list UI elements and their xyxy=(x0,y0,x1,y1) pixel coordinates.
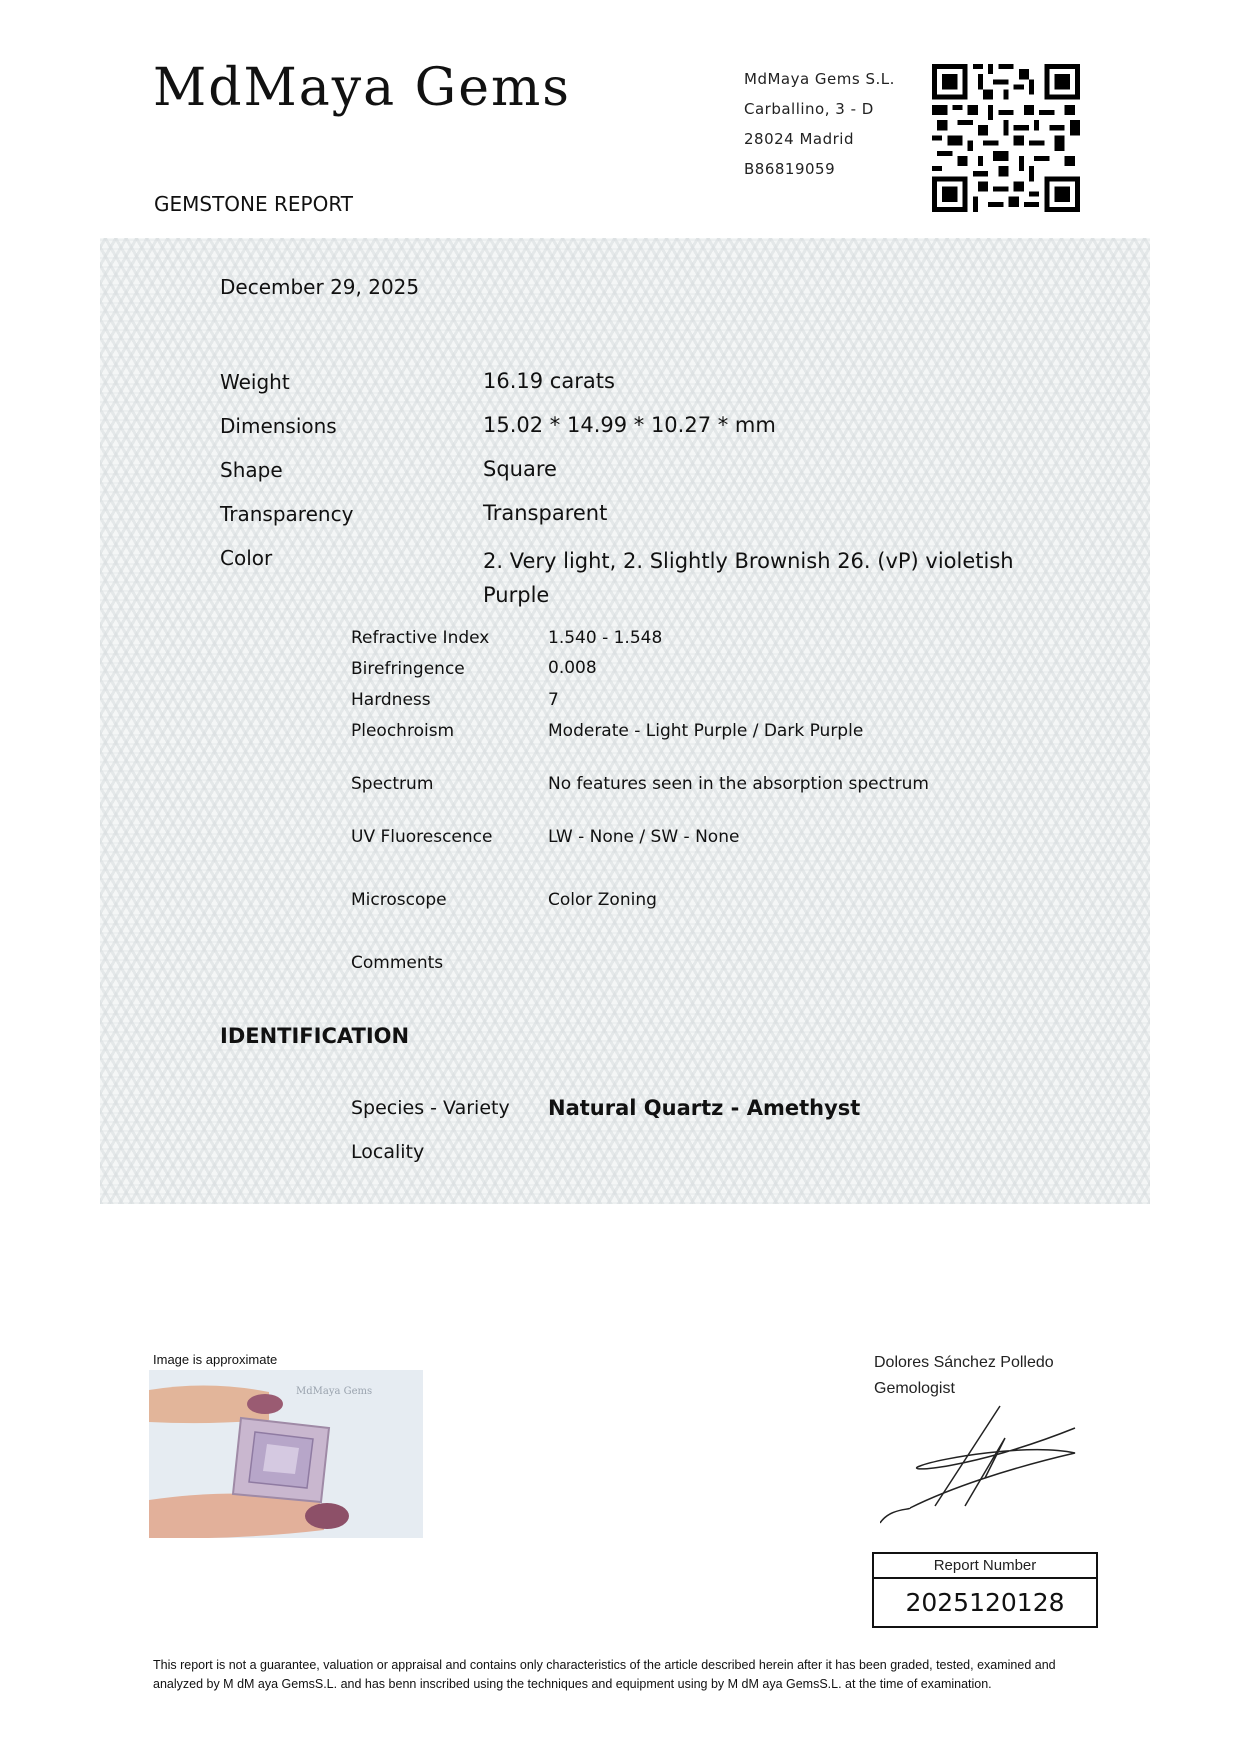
species-variety-label: Species - Variety xyxy=(351,1097,510,1119)
spectrum-value: No features seen in the absorption spectrum xyxy=(548,774,929,794)
report-number-label: Report Number xyxy=(874,1554,1096,1579)
brand-logo: MdMaya Gems xyxy=(153,58,571,118)
disclaimer-text: This report is not a guarantee, valuation or appraisal and contains only characteristics of the article described herein after it has been graded, tested, examined and analyzed by M dM aya GemsS.L. and has benn inscribed using the techniques and equipment using by M dM aya GemsS.L. at the time of examination. xyxy=(153,1658,1056,1691)
weight-label: Weight xyxy=(220,370,290,394)
weight-value: 16.19 carats xyxy=(483,369,615,393)
transparency-label: Transparency xyxy=(220,502,354,526)
qr-code-icon xyxy=(930,64,1082,212)
hardness-value: 7 xyxy=(548,690,559,710)
gemologist-name: Dolores Sánchez Polledo xyxy=(874,1354,1054,1371)
uv-fluorescence-label: UV Fluorescence xyxy=(351,827,493,847)
report-number-box xyxy=(872,1552,1098,1628)
refractive-index-label: Refractive Index xyxy=(351,628,490,648)
shape-label: Shape xyxy=(220,458,283,482)
report-title: GEMSTONE REPORT xyxy=(154,192,353,216)
company-city: 28024 Madrid xyxy=(744,130,854,148)
dimensions-label: Dimensions xyxy=(220,414,337,438)
hardness-label: Hardness xyxy=(351,690,431,710)
pleochroism-value: Moderate - Light Purple / Dark Purple xyxy=(548,721,864,741)
report-number-value: 2025120128 xyxy=(905,1588,1065,1617)
color-value: 2. Very light, 2. Slightly Brownish 26. (vP) violetish xyxy=(483,549,1014,573)
color-label: Color xyxy=(220,546,273,570)
company-address xyxy=(744,64,895,184)
species-variety-value: Natural Quartz - Amethyst xyxy=(548,1096,861,1120)
comments-label: Comments xyxy=(351,953,444,973)
signature-icon xyxy=(880,1398,1090,1528)
company-name: MdMaya Gems S.L. xyxy=(744,70,895,88)
company-street: Carballino, 3 - D xyxy=(744,100,874,118)
gemstone-photo xyxy=(149,1370,423,1538)
uv-fluorescence-value: LW - None / SW - None xyxy=(548,827,740,847)
shape-value: Square xyxy=(483,457,557,481)
birefringence-label: Birefringence xyxy=(351,659,465,679)
transparency-value: Transparent xyxy=(483,501,608,525)
microscope-value: Color Zoning xyxy=(548,890,657,910)
identification-heading: IDENTIFICATION xyxy=(220,1024,410,1048)
dimensions-value: 15.02 * 14.99 * 10.27 * mm xyxy=(483,413,776,437)
spectrum-label: Spectrum xyxy=(351,774,434,794)
color-value-line2: Purple xyxy=(483,583,550,607)
report-date: December 29, 2025 xyxy=(220,275,420,299)
pleochroism-label: Pleochroism xyxy=(351,721,455,741)
microscope-label: Microscope xyxy=(351,890,447,910)
photo-watermark: MdMaya Gems xyxy=(296,1386,373,1397)
gemologist-title: Gemologist xyxy=(874,1380,955,1397)
birefringence-value: 0.008 xyxy=(548,658,597,678)
locality-label: Locality xyxy=(351,1141,425,1163)
company-tax-id: B86819059 xyxy=(744,160,836,178)
refractive-index-value: 1.540 - 1.548 xyxy=(548,628,663,648)
gemstone-photo-illustration xyxy=(149,1370,423,1538)
image-caption: Image is approximate xyxy=(153,1352,278,1367)
gemologist-block xyxy=(874,1350,1054,1402)
